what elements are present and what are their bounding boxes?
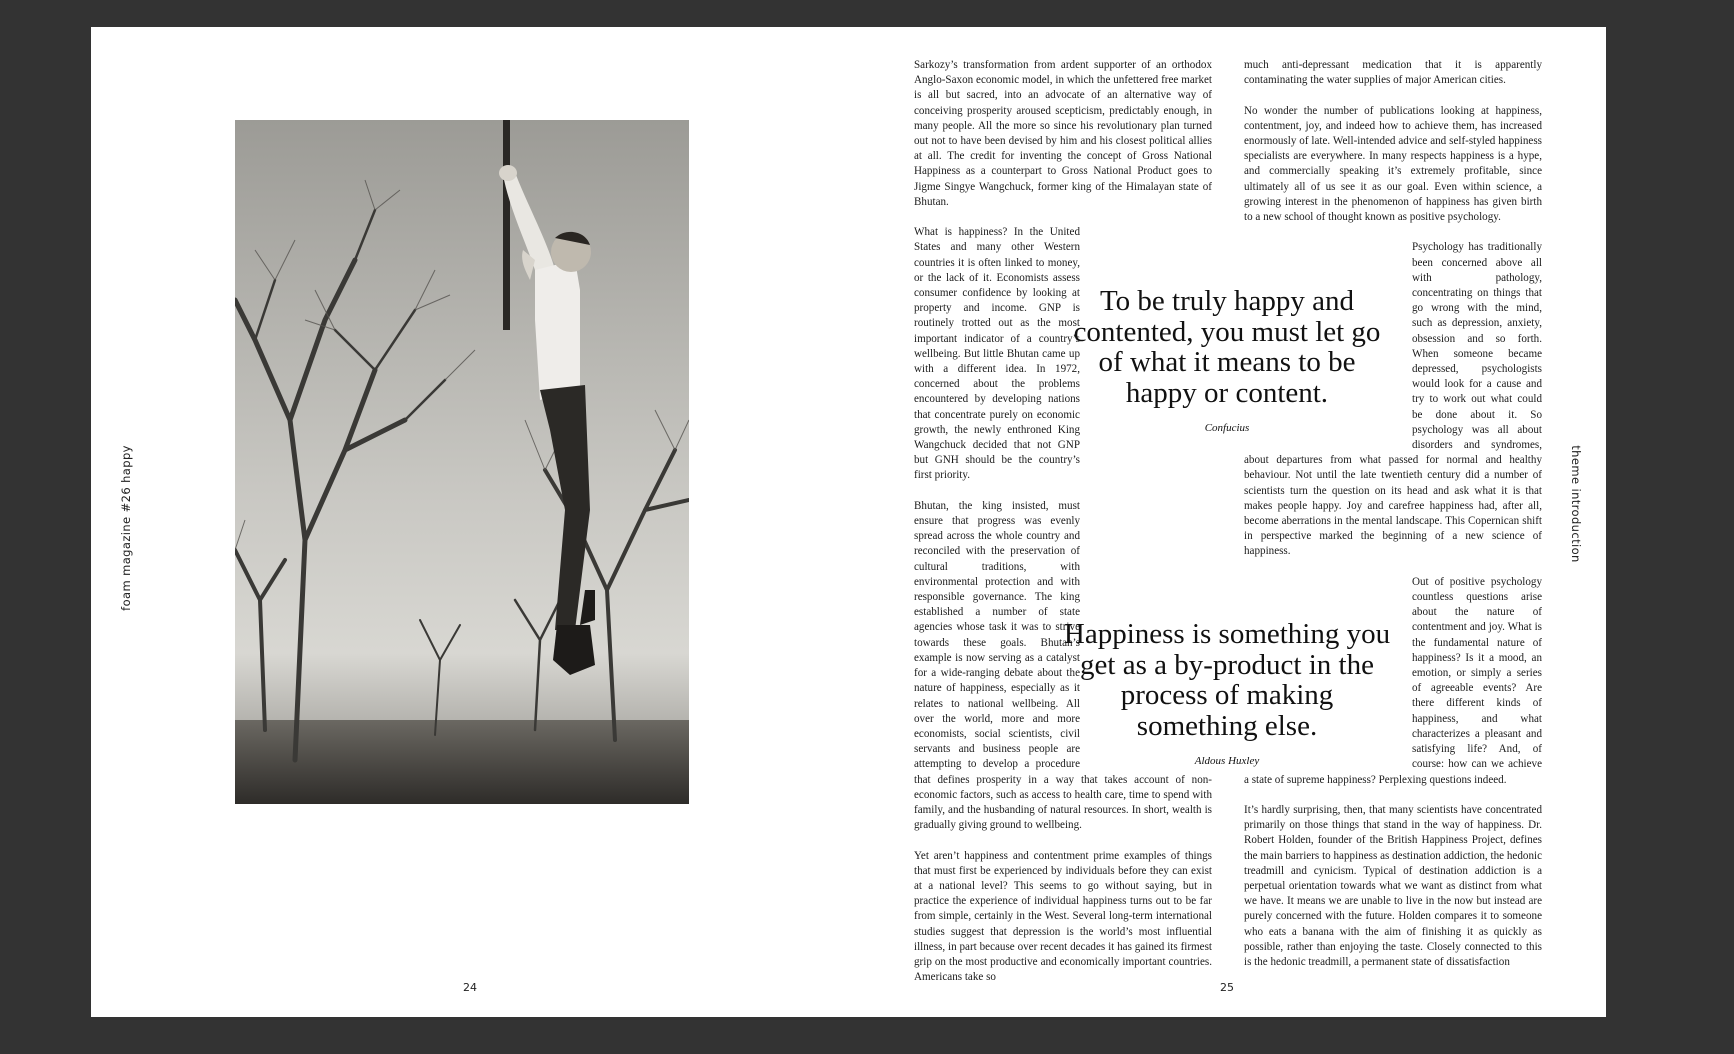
pull-quote-text: Happiness is something you get as a by-product in the process of making something else.	[1063, 618, 1391, 742]
paragraph: Out of positive psychology countless questions arise about the nature of contentment and joy. What is the fundamental nature of happiness? Is it a mood, an emotion, or simply a series of agreeable events? Are there different kinds of happiness, and what characterizes a pleasant and satisfying life? And, of course: how can we achieve a state of supreme happiness? Perplexing questions indeed.	[1244, 575, 1542, 786]
pull-quote-text: To be truly happy and contented, you must let go of what it means to be happy or content.	[1073, 285, 1381, 409]
magazine-issue-label: foam magazine #26 happy	[119, 445, 133, 611]
pull-quote-author: Confucius	[1204, 422, 1250, 434]
pull-quote-2	[1062, 619, 1392, 767]
photograph-man-hanging-from-pole	[235, 120, 689, 804]
paragraph: Psychology has traditionally been concerned above all with pathology, concentrating on things that go wrong with the mind, such as depression, anxiety, obsession and so forth. When someone became depressed, psychologists would look for a cause and try to work out what could be done about it. So psychology was all about disorders and syndromes, about departures from what passed for normal and healthy behaviour. Not until the late twentieth century did a number of scientists turn the question on its head and ask what it is that makes people happy. Joy and carefree happiness had, after all, become aberrations in the mental landscape. This Copernican shift in perspective marked the beginning of a new science of happiness.	[1244, 241, 1542, 558]
page-number-right: 25	[1220, 981, 1234, 994]
paragraph: What is happiness? In the United States and many other Western countries it is often linked to money, or the lack of it. Economists assess consumer confidence by looking at property and income. GNP is routinely trotted out as the most important indicator of a country’s wellbeing. But little Bhutan came up with a different idea. In 1972, concerned about the problems encountered by developing nations that concentrate purely on economic growth, the newly enthroned King Wangchuck decided that not GNP but GNH should be the country’s first priority.	[914, 226, 1080, 482]
page-number-left: 24	[463, 981, 477, 994]
paragraph: Sarkozy’s transformation from ardent supporter of an orthodox Anglo-Saxon economic model, in which the unfettered free market is all but sacred, into an advocate of an alternative way of conceiving prosperity aroused scepticism, predictably enough, in many people. All the more so since his revolutionary plan turned out not to have been devised by him and his closest political allies at all. The credit for inventing the concept of Gross National Happiness as a counterpart to Gross National Product goes to Jigme Singye Wangchuck, former king of the Himalayan state of Bhutan.	[914, 59, 1212, 208]
pull-quote-1	[1062, 286, 1392, 434]
paragraph: Bhutan, the king insisted, must ensure that progress was evenly spread across the whole country and reconciled with the preservation of cultural traditions, with environmental protection and with responsible governance. The king established a number of state agencies whose task it was to strive towards these goals. Bhutan’s example is now serving as a catalyst for a wide-ranging debate about the nature of happiness, especially as it relates to national wellbeing. All over the world, more and more economists, social scientists, civil servants and business people are attempting to develop a procedure that defines prosperity in a way that takes account of non-economic factors, such as access to health care, time to spend with family, and the husbanding of natural resources. In short, wealth is gradually giving ground to wellbeing.	[914, 499, 1212, 832]
article-column-1	[914, 58, 1212, 985]
article-column-2	[1244, 58, 1542, 970]
paragraph: It’s hardly surprising, then, that many scientists have concentrated primarily on those things that stand in the way of happiness. Dr. Robert Holden, founder of the British Happiness Project, defines the main barriers to happiness as destination addiction, the hedonic treadmill and cynicism. Typical of destination addiction is a perpetual orientation towards what we want as distinct from what we have. It means we are unable to live in the now but instead are purely concerned with the future. Holden compares it to someone who eats a banana with the aim of finishing it as quickly as possible, rather than enjoying the taste. Closely connected to this is the hedonic treadmill, a permanent state of dissatisfaction	[1244, 803, 1542, 968]
section-label: theme introduction	[1569, 445, 1583, 563]
paragraph: much anti-depressant medication that it is apparently contaminating the water supplies of major American cities.	[1244, 59, 1542, 87]
paragraph: Yet aren’t happiness and contentment prime examples of things that must first be experienced by individuals before they can exist at a national level? This seems to go without saying, but in practice the experience of individual happiness turns out to be far from simple, certainly in the West. Several long-term international studies suggest that depression is the world’s most influential illness, in part because over recent decades it has gained its firmest grip on the most productive and economically important countries. Americans take so	[914, 849, 1212, 984]
pull-quote-author: Aldous Huxley	[1194, 755, 1260, 767]
paragraph: No wonder the number of publications looking at happiness, contentment, joy, and indeed how to achieve them, has increased enormously of late. Well-intended advice and self-styled happiness specialists are everywhere. In many respects happiness is a hype, and commercially speaking it’s extremely profitable, since ultimately all of us see it as our goal. Even within science, a growing interest in the phenomenon of happiness has given birth to a new school of thought known as positive psychology.	[1244, 104, 1542, 224]
